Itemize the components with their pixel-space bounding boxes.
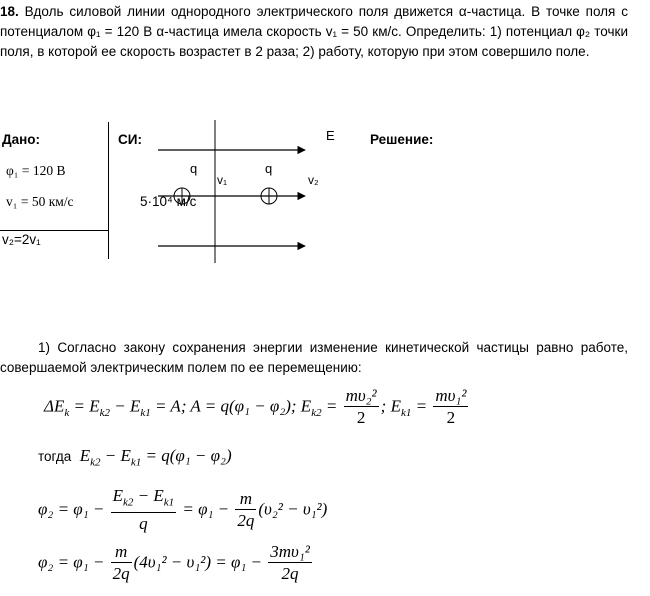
solution-header: Решение: — [370, 132, 434, 147]
field-diagram — [150, 118, 350, 268]
field-label-E: E — [326, 128, 335, 143]
table-divider-vertical — [108, 122, 109, 259]
problem-statement — [0, 2, 628, 62]
formula-phi2-general: φ₂ = φ₁ − $\frac{E_{k2} - E_{k1}}{q}$ = φ₁ − $\frac{m}{2q}$ (υ₂² − υ₁²) — [38, 486, 328, 534]
velocity-label-v2: v₂ — [308, 173, 319, 187]
si-v1: 5·10⁴ м/с — [140, 194, 197, 209]
table-divider-horizontal — [0, 230, 108, 231]
given-v2: v₂=2v₁ — [2, 232, 41, 247]
formula-then: тогда $E_{k2} - E_{k1} = q(\varphi_1 - \varphi_2)$ — [38, 446, 232, 469]
given-phi1: φ₁ = 120 В — [6, 163, 66, 178]
charge-1-icon — [174, 188, 190, 204]
charge-2-icon — [261, 188, 277, 204]
si-header: СИ: — [118, 132, 142, 147]
problem-text: Вдоль силовой линии однородного электрического поля движется α-частица. В точке поля с потенциалом φ₁ = 120 В α-частица имела скорость v₁ = 50 км/с. Определить: 1) потенциал φ₂ точки поля, в которой ее скорость возрастет в 2 раза; 2) работу, которую при этом совершило поле. — [0, 4, 628, 59]
formula-energy-work: $\Delta E_k = E_{k2} - E_{k1} = A$; A = q(φ₁ − φ₂); $E_{k2}$ = $\frac{\text{mυ₂²}}{2}$ ; $E_{k1}$ = $\frac{\text{mυ₁²}}{2}$ — [44, 386, 467, 427]
problem-number: 18. — [0, 4, 19, 19]
solution-explanation: 1) Согласно закону сохранения энергии изменение кинетической частицы равно работе, совершаемой электрическим полем по ее перемещению: — [0, 340, 628, 375]
given-header: Дано: — [2, 132, 41, 147]
charge-label-1: q — [190, 161, 198, 176]
charge-label-2: q — [265, 161, 273, 176]
formula-phi2-final: φ₂ = φ₁ − $\frac{m}{2q}$ (4υ₁² − υ₁²) = φ₁ − $\frac{\text{3mυ₁²}}{2q}$ — [38, 542, 310, 583]
given-v1: v₁ = 50 км/с — [6, 194, 74, 209]
velocity-label-v1: v₁ — [217, 173, 228, 187]
